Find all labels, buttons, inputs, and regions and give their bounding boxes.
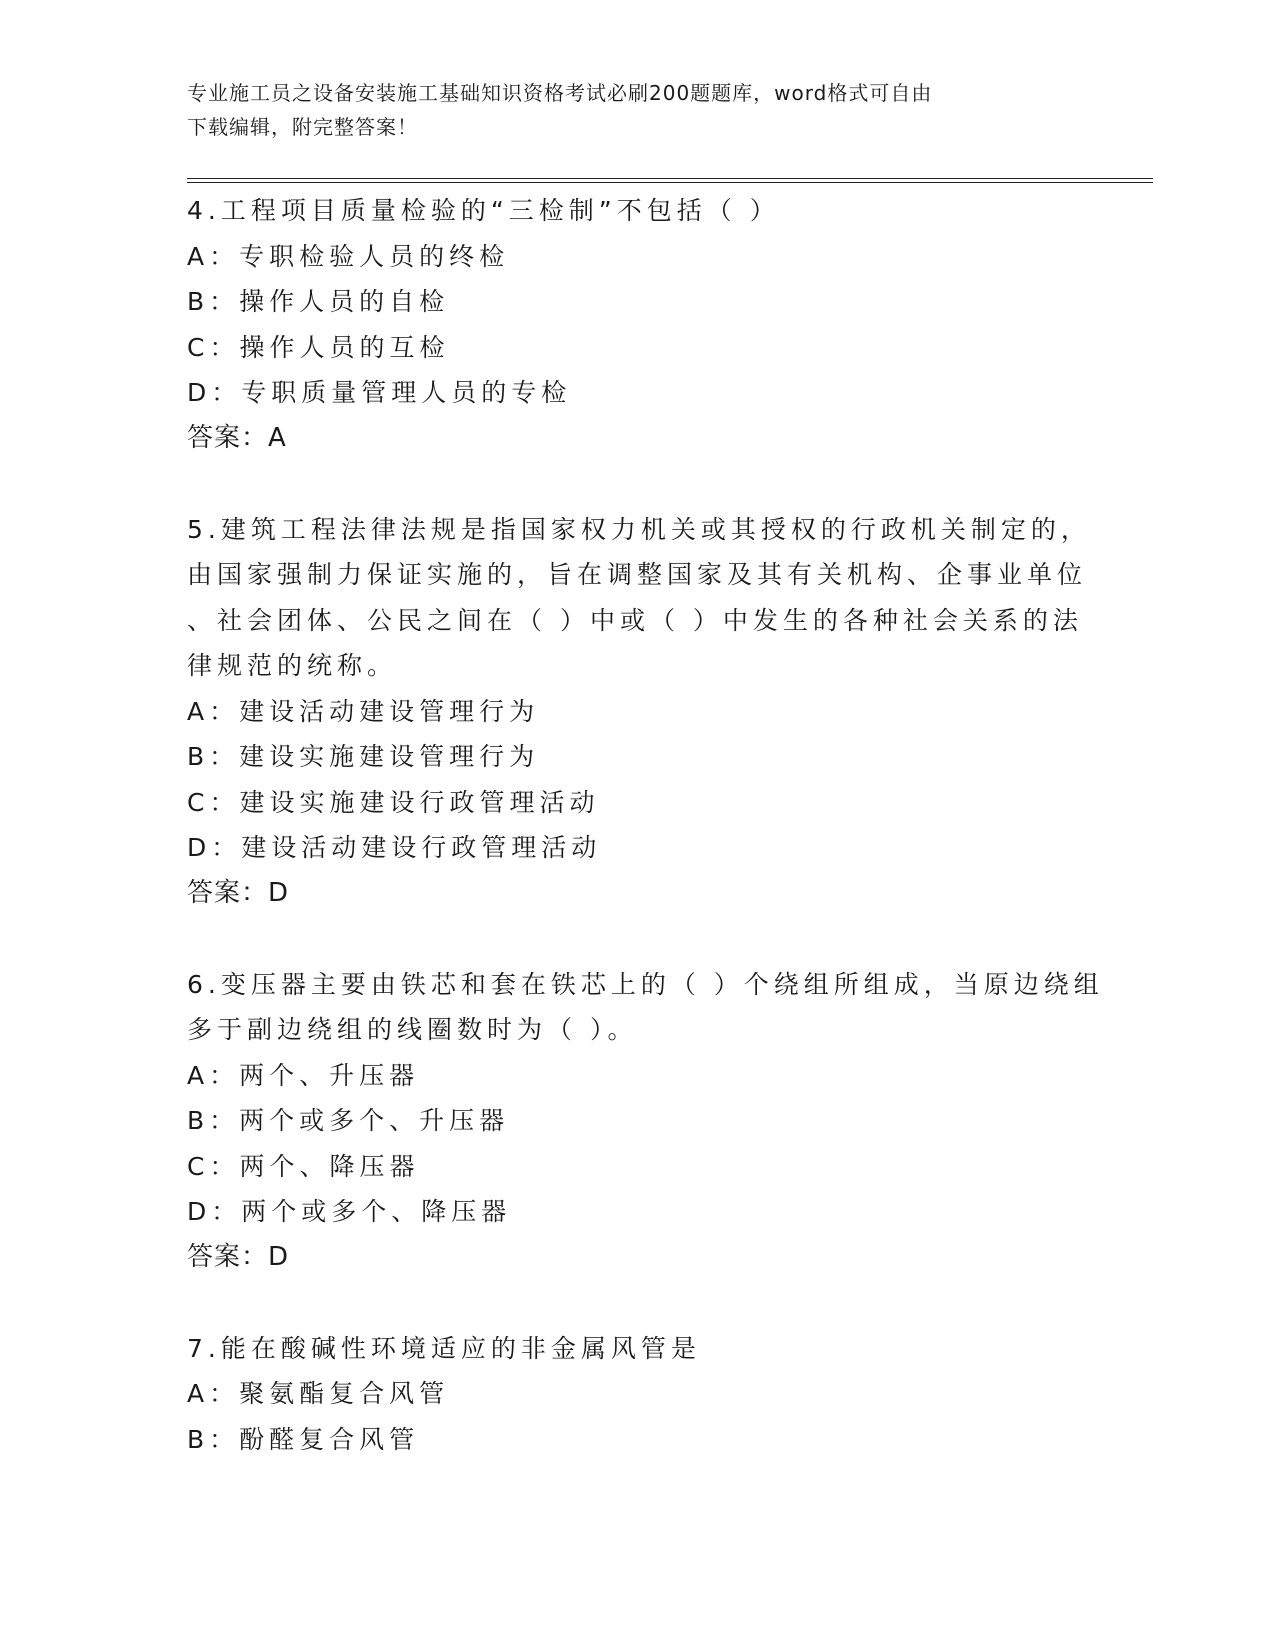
question-stem: 6.变压器主要由铁芯和套在铁芯上的（ ）个绕组所组成，当原边绕组 [187, 969, 1104, 999]
question-spacer [187, 916, 1087, 962]
question-stem: 由国家强制力保证实施的，旨在调整国家及其有关机构、企事业单位 [187, 560, 1088, 589]
option-a: A：两个、升压器 [187, 1060, 420, 1090]
question-stem: 5.建筑工程法律法规是指国家权力机关或其授权的行政机关制定的， [187, 514, 1091, 544]
option-c: C：两个、降压器 [187, 1151, 420, 1181]
option-b: B：两个或多个、升压器 [187, 1106, 510, 1135]
question-stem: 、社会团体、公民之间在（ ）中或（ ）中发生的各种社会关系的法 [187, 605, 1083, 635]
document-header [187, 76, 1067, 144]
question-stem: 4.工程项目质量检验的“三检制”不包括（ ） [187, 196, 780, 225]
option-d: D：专职质量管理人员的专检 [187, 378, 572, 407]
option-a: A：聚氨酯复合风管 [187, 1379, 450, 1408]
option-b: B：操作人员的自检 [187, 287, 450, 316]
question-4 [187, 188, 1087, 461]
option-a: A：专职检验人员的终检 [187, 241, 510, 271]
header-line-1: 专业施工员之设备安装施工基础知识资格考试必刷200题题库，word格式可自由 [187, 81, 933, 105]
option-d: D：建设活动建设行政管理活动 [187, 833, 602, 862]
question-list [187, 188, 1104, 1462]
question-6 [187, 962, 1104, 1281]
option-b: B：酚醛复合风管 [187, 1424, 420, 1454]
question-stem: 多于副边绕组的线圈数时为（ ）。 [187, 1015, 638, 1044]
question-stem: 律规范的统称。 [187, 651, 398, 680]
option-d: D：两个或多个、降压器 [187, 1197, 512, 1226]
question-stem: 7.能在酸碱性环境适应的非金属风管是 [187, 1333, 701, 1363]
option-a: A：建设活动建设管理行为 [187, 696, 540, 726]
question-5 [187, 507, 1091, 917]
option-c: C：操作人员的互检 [187, 332, 450, 362]
question-7 [187, 1326, 1087, 1463]
answer-label: 答案：D [187, 877, 290, 908]
option-b: B：建设实施建设管理行为 [187, 742, 540, 771]
header-divider-bottom [187, 182, 1153, 183]
question-spacer [187, 1280, 1087, 1326]
question-spacer [187, 461, 1087, 507]
header-divider-top [187, 178, 1153, 179]
option-c: C：建设实施建设行政管理活动 [187, 787, 600, 817]
header-line-2: 下载编辑，附完整答案！ [187, 115, 418, 139]
answer-label: 答案：A [187, 422, 287, 453]
answer-label: 答案：D [187, 1241, 290, 1272]
